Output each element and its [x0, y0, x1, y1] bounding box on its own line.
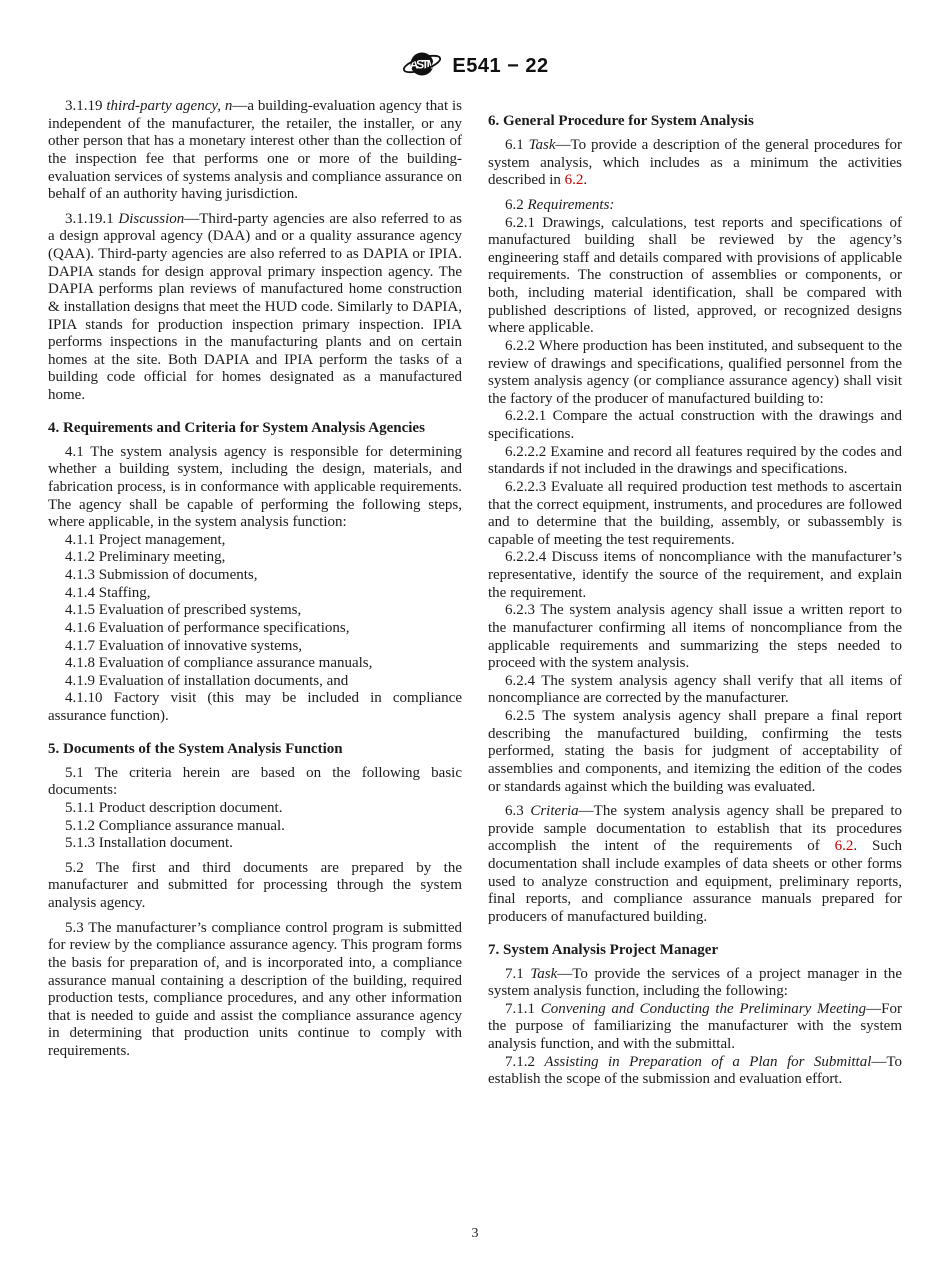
italic-text: Task	[530, 965, 558, 982]
text-run: 4.1.7 Evaluation of innovative systems,	[65, 637, 303, 654]
text-run: 3.1.19.1	[65, 210, 119, 227]
paragraph	[48, 765, 462, 800]
text-run: —To establish the scope of the submission and evaluation effort.	[488, 1053, 902, 1088]
text-run: 6.2.2.2 Examine and record all features required by the codes and standards if not included in the drawings and specifications.	[488, 443, 902, 478]
italic-text: Discussion	[118, 210, 185, 227]
paragraph	[48, 532, 462, 550]
document-body	[48, 98, 902, 1089]
section-ref-link[interactable]: 6.2	[834, 838, 854, 855]
italic-text: Task	[528, 137, 556, 153]
text-run: 4.1.1 Project management,	[65, 531, 226, 548]
text-run: 6. General Procedure for System Analysis	[488, 113, 754, 129]
paragraph	[48, 567, 462, 585]
text-run: —Third-party agencies are also referred to as a design approval agency (DAA) and or a quality assurance agency (QAA). Third-party agencies are also referred to as DAPIA or IPIA. DAPIA stands for design approval primary inspection agency. The DAPIA performs plan reviews of manufactured home construction & installation designs that meet the HUD code. Similarly to DAPIA, IPIA stands for production inspection primary inspection. IPIA performs inspections in the manufacturing plants and on certain homes at the site. Both DAPIA and IPIA perform the tasks of a building code official for homes designated as a manufactured home.	[48, 210, 462, 403]
text-run: —For the purpose of familiarizing the manufacturer with the system analysis function, and with the submittal.	[488, 1000, 903, 1052]
paragraph	[488, 708, 902, 796]
section-ref-link[interactable]: 6.2	[564, 172, 584, 189]
text-run: 7.1.1	[505, 1000, 541, 1017]
paragraph	[48, 835, 462, 853]
text-run: —To provide the services of a project manager in the system analysis function, including the following:	[488, 965, 902, 1000]
paragraph	[48, 860, 462, 913]
paragraph	[488, 137, 902, 190]
text-run: 7. System Analysis Project Manager	[488, 941, 719, 958]
section-heading	[48, 419, 462, 437]
svg-text:ASTM: ASTM	[410, 57, 435, 71]
italic-text: third-party agency, n	[106, 98, 233, 114]
text-run: 6.2.4 The system analysis agency shall verify that all items of noncompliance are corrected by the manufacturer.	[488, 672, 902, 707]
text-run: 6.2.2.4 Discuss items of noncompliance with the manufacturer’s representative, identify the source of the requirement, and explain the requirement.	[488, 549, 902, 601]
paragraph	[488, 549, 902, 602]
text-run: 5.1.2 Compliance assurance manual.	[65, 817, 285, 834]
text-run: 4.1.8 Evaluation of compliance assurance manuals,	[65, 655, 373, 672]
text-run: 4.1.6 Evaluation of performance specifications,	[65, 619, 350, 636]
text-run: . Such documentation shall include examples of data sheets or other forms used to analyze construction and equipment, preliminary reports, final reports, and compliance assurance manuals prepared for producers of manufactured building.	[488, 838, 903, 925]
paragraph	[488, 408, 902, 443]
section-heading	[48, 740, 462, 758]
text-run: 4.1.10 Factory visit (this may be included in compliance assurance function).	[48, 690, 462, 724]
paragraph	[48, 920, 462, 1061]
page-number: 3	[471, 1226, 479, 1241]
text-run: —a building-evaluation agency that is independent of the manufacturer, the retailer, the installer, or any other person that has a monetary interest other than the collection of the inspection fee that performs one or more of the building-evaluation services of systems analysis and compliance assurance on behalf of an authority having jurisdiction.	[48, 98, 462, 203]
text-run: 5.3 The manufacturer’s compliance control program is submitted for review by the compliance assurance agency. This program forms the basis for preparation of, and is incorporated into, a compliance assurance manual containing a description of the building, required production tests, compliance procedures, and any other information that is needed to guide and assist the compliance assurance agency in determining that production units continue to comply with requirements.	[48, 919, 462, 1059]
text-run: 6.2.2.3 Evaluate all required production test methods to ascertain that the correct equipment, instruments, and procedures are followed and to determine that the building, assembly, or subassembly is capable of meeting the test requirements.	[488, 478, 902, 548]
paragraph	[488, 338, 902, 409]
text-run: .	[583, 172, 588, 189]
paragraph	[48, 638, 462, 656]
italic-text: Convening and Conducting the Preliminary Meeting	[540, 1000, 867, 1017]
paragraph	[488, 966, 902, 1001]
standard-designation: E541 − 22	[452, 54, 549, 77]
text-run: 4.1.9 Evaluation of installation documents, and	[65, 672, 349, 689]
text-run: 7.1	[505, 965, 531, 982]
italic-text: Assisting in Preparation of a Plan for Submittal	[544, 1053, 872, 1070]
text-run: 6.2.5 The system analysis agency shall prepare a final report describing the manufactured building, confirming the tests performed, stating the basis for judgment of acceptability of assemblies and components, and itemizing the edition of the codes or standards against which the building was evaluated.	[488, 708, 902, 795]
paragraph	[48, 444, 462, 532]
text-run: —To provide a description of the general procedures for system analysis, which includes as a minimum the activities described in	[488, 137, 902, 189]
paragraph	[488, 444, 902, 479]
italic-text: Criteria	[530, 803, 579, 820]
text-run: —The system analysis agency shall be prepared to provide sample documentation to establish that its procedures accomplish the intent of the requirements of	[488, 803, 902, 855]
paragraph	[48, 800, 462, 818]
section-heading	[488, 112, 902, 130]
paragraph	[488, 1054, 902, 1089]
paragraph	[488, 215, 902, 338]
text-run: 4.1.5 Evaluation of prescribed systems,	[65, 602, 302, 619]
text-run: 7.1.2	[505, 1053, 545, 1070]
paragraph	[488, 803, 902, 926]
text-run: 6.2.2.1 Compare the actual construction with the drawings and specifications.	[488, 408, 902, 442]
paragraph	[48, 620, 462, 638]
paragraph	[488, 479, 902, 550]
paragraph	[488, 673, 902, 708]
text-run: 5.1.1 Product description document.	[65, 799, 283, 816]
section-heading	[488, 941, 902, 959]
text-run: 6.2.3 The system analysis agency shall issue a written report to the manufacturer confirming all items of noncompliance from the applicable requirements and summarizing the steps needed to proceed with the system analysis.	[488, 602, 902, 672]
text-run: 6.1	[505, 137, 529, 153]
page-header	[48, 44, 902, 88]
paragraph	[48, 585, 462, 603]
paragraph	[48, 673, 462, 691]
text-run: 6.2.2 Where production has been instituted, and subsequent to the review of drawings and specifications, qualified personnel from the system analysis agency (or compliance assurance agency) shall visit the factory of the producer of manufactured building to:	[488, 337, 902, 407]
paragraph	[48, 602, 462, 620]
paragraph	[48, 98, 462, 204]
left-column	[48, 98, 462, 1089]
text-run: 6.2.1 Drawings, calculations, test reports and specifications of manufactured building shall be reviewed by the agency’s engineering staff and details compared with provisions of applicable requirements. The construction of assemblies or components, or both, including material identification, shall be compared with published descriptions of listed, approved, or recognized designs where applicable.	[488, 214, 902, 337]
text-run: 5.1.3 Installation document.	[65, 835, 233, 852]
text-run: 4.1.2 Preliminary meeting,	[65, 549, 226, 566]
text-run: 5. Documents of the System Analysis Function	[48, 740, 343, 757]
paragraph	[48, 818, 462, 836]
paragraph	[48, 690, 462, 725]
text-run: 5.2 The first and third documents are prepared by the manufacturer and submitted for processing through the system analysis agency.	[48, 859, 462, 911]
paragraph	[488, 602, 902, 673]
text-run: 6.3	[505, 803, 531, 820]
paragraph	[48, 549, 462, 567]
italic-text: Requirements:	[527, 196, 615, 213]
paragraph	[488, 197, 902, 215]
paragraph	[48, 655, 462, 673]
text-run: 5.1 The criteria herein are based on the following basic documents:	[48, 764, 462, 799]
text-run: 6.2	[505, 196, 528, 213]
text-run: 3.1.19	[65, 98, 107, 114]
paragraph	[488, 1001, 902, 1054]
right-column	[488, 98, 902, 1089]
text-run: 4.1.4 Staffing,	[65, 584, 151, 601]
text-run: 4.1 The system analysis agency is responsible for determining whether a building system, including the design, materials, and fabrication process, is in conformance with applicable requirements. The agency shall be capable of performing the following steps, where applicable, in the system analysis function:	[48, 443, 462, 531]
text-run: 4. Requirements and Criteria for System Analysis Agencies	[48, 419, 425, 436]
paragraph	[48, 211, 462, 405]
text-run: 4.1.3 Submission of documents,	[65, 567, 258, 583]
astm-logo-icon	[401, 48, 443, 85]
